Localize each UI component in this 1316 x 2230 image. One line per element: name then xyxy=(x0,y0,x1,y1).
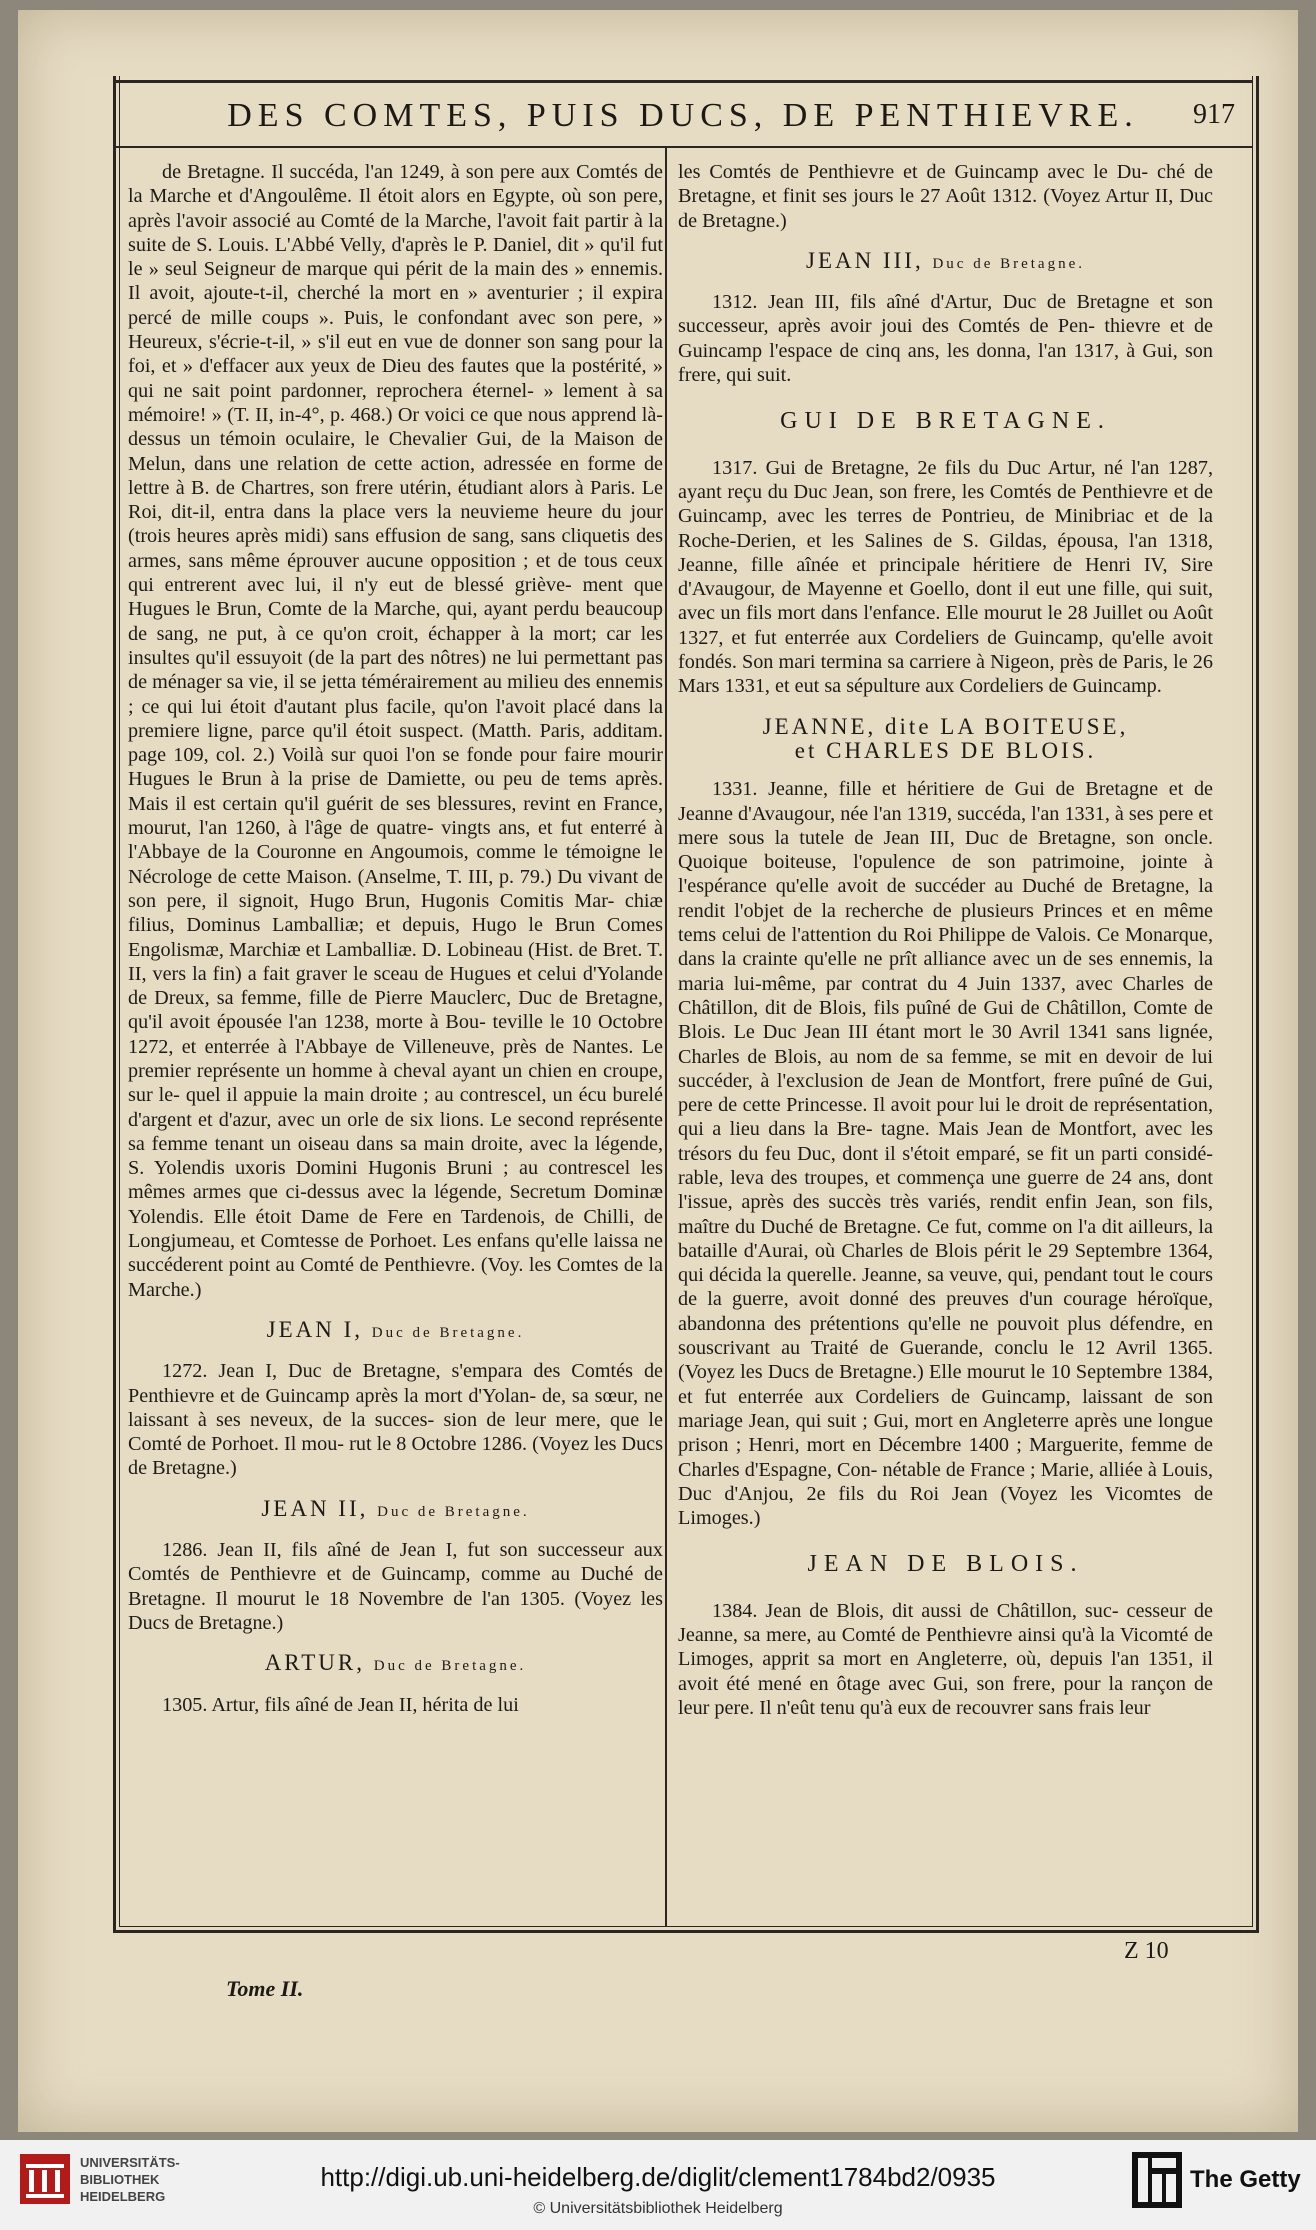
copyright-notice: © Universitätsbibliothek Heidelberg xyxy=(533,2200,783,2217)
right-column xyxy=(678,160,1213,1720)
heading-subtitle: et CHARLES DE BLOIS. xyxy=(794,737,1097,763)
heading-title: JEAN II, xyxy=(261,1495,369,1521)
heading-title: JEAN III, xyxy=(806,247,924,273)
paragraph: 1384. Jean de Blois, dit aussi de Châtillon, suc- cesseur de Jeanne, sa mere, au Comté de Penthievre ainsi qu'à la Vicomté de Limoges, apprit sa mort en Angleterre, où, depuis l'an 1351, il avoit été mené en ôtage avec Gui, son frere, pour la rançon de leur pere. Il n'eût tenu qu'à eux de recouvrer sans frais leur xyxy=(678,1599,1213,1719)
getty-label: The Getty xyxy=(1190,2166,1301,2193)
paragraph: 1305. Artur, fils aîné de Jean II, hérita de lui xyxy=(162,1693,519,1716)
paragraph: 1331. Jeanne, fille et héritiere de Gui de Bretagne et de Jeanne d'Avaugour, née l'an 1319, succéda, l'an 1331, à ses pere et mere sous la tutele de Jean III, Duc de Bretagne, son oncle. Quoique boiteuse, l'opulence de son patrimoine, jointe à l'espérance qu'elle avoit de succéder au Duché de Bretagne, la rendit l'objet de la recherche de plusieurs Princes et en même tems celui de l'attention du Roi Philippe de Valois. Ce Monarque, dans la crainte qu'elle ne prît alliance avec un de ses ennemis, la maria lui-même, par contrat du 4 Juin 1337, avec Charles de Châtillon, dit de Blois, fils puîné de Gui de Châtillon, Comte de Blois. Le Duc Jean III étant mort le 30 Avril 1341 sans lignée, Charles de Blois, au nom de sa femme, se mit en devoir de lui succéder, à l'exclusion de Jean de Montfort, frere puîné de Gui, pere de cette Princesse. Il avoit pour lui le droit de représentation, qui a lieu dans la Bre- tagne. Mais Jean de Montfort, avec les trésors du feu Duc, dont il s'étoit emparé, se fit un parti considé- rable, leva des troupes, et commença une guerre de 24 ans, dont l'issue, après des succès très variés, rendit enfin Jean, son fils, maître du Duché de Bretagne. Ce fut, comme on l'a dit ailleurs, la bataille d'Aurai, où Charles de Blois périt le 29 Septembre 1364, qui décida la querelle. Jeanne, sa veuve, qui, pendant tout le cours de la guerre, avoit donné des preuves d'un courage héroïque, abandonna des prétentions qu'elle ne pouvoit plus défendre, en souscrivant au Traité de Guerande, conclu le 12 Avril 1365. (Voyez les Ducs de Bretagne.) Elle mourut le 10 Septembre 1384, et fut enterrée aux Cordeliers de Guincamp, laissant de son mariage Jean, qui suit ; Gui, mort en Angleterre après une longue prison ; Henri, mort en Décembre 1400 ; Marguerite, femme de Charles d'Espagne, Con- nétable de France ; Marie, alliée à Louis, Duc d'Anjou, 2e fils du Roi Jean (Voyez les Vicomtes de Limoges.) xyxy=(678,778,1213,1530)
heading-subtitle: Duc de Bretagne. xyxy=(373,1658,527,1675)
section-heading xyxy=(128,1651,663,1678)
library-name: UNIVERSITÄTS- BIBLIOTHEK HEIDELBERG xyxy=(80,2155,180,2204)
section-heading xyxy=(678,715,1213,764)
paragraph: de Bretagne. Il succéda, l'an 1249, à son pere aux Comtés de la Marche et d'Angoulême. Il étoit alors en Egypte, où son pere, après l'avoir associé au Comté de la Marche, l'avoit fait partir à la suite de S. Louis. L'Abbé Velly, d'après le P. Daniel, dit » qu'il fut le » seul Seigneur de marque qui périt de la main des » ennemis. Il avoit, ajoute-t-il, cherché la mort en » aventurier ; il expira percé de mille coups ». Puis, le confondant avec son pere, » Heureux, s'écrie-t-il, » s'il eut en vue de donner son sang pour la foi, et » d'effacer aux yeux de Dieu des fautes que la postérité, » qui ne sait point pardonner, reprochera éternel- » lement à sa mémoire! » (T. II, in-4°, p. 468.) Or voici ce que nous apprend là-dessus un témoin oculaire, le Chevalier Gui, de la Maison de Melun, dans une relation de cette action, adressée en forme de lettre à B. de Chartres, son frere utérin, étudiant alors à Paris. Le Roi, dit-il, entra dans la place vers la neuvieme heure du jour (trois heures après midi) sans effusion de sang, sans cliquetis des armes, sans même éprouver aucune opposition ; et de tous ceux qui entrerent avec lui, il n'y eut de blessé griève- ment que Hugues le Brun, Comte de la Marche, qui, ayant perdu beaucoup de sang, ne put, à ce qu'on croit, échapper à la mort; car les insultes qu'il essuyoit (de la part des nôtres) ne lui permettant pas de ménager sa vie, il se jetta témérairement au milieu des ennemis ; ce qui lui étoit d'autant plus facile, qu'on l'avoit placé dans la premiere ligne, parce qu'il étoit suspect. (Matth. Paris, additam. page 109, col. 2.) Voilà sur quoi l'on se fonde pour faire mourir Hugues le Brun à la prise de Damiette, ou peu de tems après. Mais il est certain qu'il guérit de ses blessures, revint en France, mourut, l'an 1260, à l'âge de quatre- vingts ans, et fut enterré à l'Abbaye de la Couronne en Angoumois, comme le témoigne le Nécrologe de cette Maison. (Anselme, T. III, p. 79.) Du vivant de son pere, il signoit, Hugo Brun, Hugonis Comitis Mar- chiæ filius, Dominus Lamballiæ; et depuis, Hugo le Brun Comes Engolismæ, Marchiæ et Lamballiæ. D. Lobineau (Hist. de Bret. T. II, vers la fin) a fait graver le sceau de Hugues et celui d'Yolande de Dreux, sa femme, fille de Pierre Mauclerc, Duc de Bretagne, qu'il avoit épousée l'an 1238, morte à Bou- teville le 10 Octobre 1272, et enterrée à l'Abbaye de Villeneuve, près de Nantes. Le premier représente un homme à cheval ayant un chien en croupe, sur le- quel il appuie la main droite ; au contrescel, un écu burelé d'argent et d'azur, avec un orle de six lions. Le second représente sa femme tenant un oiseau dans sa main droite, avec la légende, S. Yolendis uxoris Domini Hugonis Bruni ; au contrescel les mêmes armes que ci-dessus avec la légende, Secretum Dominæ Yolendis. Elle étoit Dame de Fere en Tardenois, de Chilli, de Longjumeau, et Comtesse de Porhoet. Les enfans qu'elle laissa ne succéderent point au Comté de Penthievre. (Voy. les Comtes de la Marche.) xyxy=(128,161,663,1301)
heading-subtitle: Duc de Bretagne. xyxy=(377,1503,530,1520)
permalink-url[interactable]: http://digi.ub.uni-heidelberg.de/diglit/clement1784bd2/0935 xyxy=(320,2162,996,2192)
heading-subtitle: Duc de Bretagne. xyxy=(371,1324,525,1341)
section-heading xyxy=(128,1318,663,1345)
signature-mark: Z 10 xyxy=(1124,1938,1169,1964)
viewer-footer xyxy=(0,2140,1316,2230)
section-heading: JEAN DE BLOIS. xyxy=(807,1551,1084,1578)
section-heading: GUI DE BRETAGNE. xyxy=(780,408,1111,435)
page-number: 917 xyxy=(1193,99,1235,130)
column-divider xyxy=(665,148,667,1926)
heading-title: JEAN I, xyxy=(266,1316,364,1342)
paragraph: 1286. Jean II, fils aîné de Jean I, fut son successeur aux Comtés de Penthievre et de Guincamp, comme au Duché de Bretagne. Il mourut le 18 Novembre de l'an 1305. (Voyez les Ducs de Bretagne.) xyxy=(128,1539,663,1634)
paragraph: 1312. Jean III, fils aîné d'Artur, Duc de Bretagne et son successeur, après avoir joui des Comtés de Pen- thievre et de Guincamp l'espace de cinq ans, les donna, l'an 1317, à Gui, son frere, qui suit. xyxy=(678,291,1213,387)
tome-label: Tome II. xyxy=(226,1976,304,2001)
paragraph: 1272. Jean I, Duc de Bretagne, s'empara des Comtés de Penthievre et de Guincamp après la mort d'Yolan- de, sa sœur, ne laissant à ses neveux, de la succes- sion de leur mere, que le Comté de Porhoet. Il mou- rut le 8 Octobre 1286. (Voyez les Ducs de Bretagne.) xyxy=(128,1360,663,1480)
heading-title: ARTUR, xyxy=(264,1650,366,1676)
scanned-page xyxy=(18,10,1298,2132)
section-heading xyxy=(128,1497,663,1524)
heading-subtitle: Duc de Bretagne. xyxy=(932,255,1085,272)
section-heading xyxy=(678,249,1213,276)
running-title: DES COMTES, PUIS DUCS, DE PENTHIEVRE. xyxy=(227,97,1139,134)
paragraph: 1317. Gui de Bretagne, 2e fils du Duc Artur, né l'an 1287, ayant reçu du Duc Jean, son frere, les Comtés de Penthievre et de Guincamp, avec les terres de Pontrieu, de Minibriac et de la Roche-Derien, et les Salines de S. Gildas, épousa, l'an 1318, Jeanne, fille aînée et principale héritiere de Henri IV, Sire d'Avaugour, de Mayenne et Goello, dont il eut une fille, qui suit, avec un fils mort dans l'enfance. Elle mourut le 28 Juillet ou Août 1327, et fut enterrée aux Cordeliers de Guincamp, qu'elle avoit fondés. Son mari termina sa carriere à Nigeon, près de Paris, le 26 Mars 1331, et eut sa sépulture aux Cordeliers de Guincamp. xyxy=(678,456,1213,698)
paragraph: les Comtés de Penthievre et de Guincamp avec le Du- ché de Bretagne, et finit ses jours le 27 Août 1312. (Voyez Artur II, Duc de Bretagne.) xyxy=(678,161,1213,232)
getty-logo-icon xyxy=(1132,2152,1182,2208)
heading-title: JEANNE, dite LA BOITEUSE, xyxy=(762,713,1129,739)
left-column xyxy=(128,160,663,1717)
